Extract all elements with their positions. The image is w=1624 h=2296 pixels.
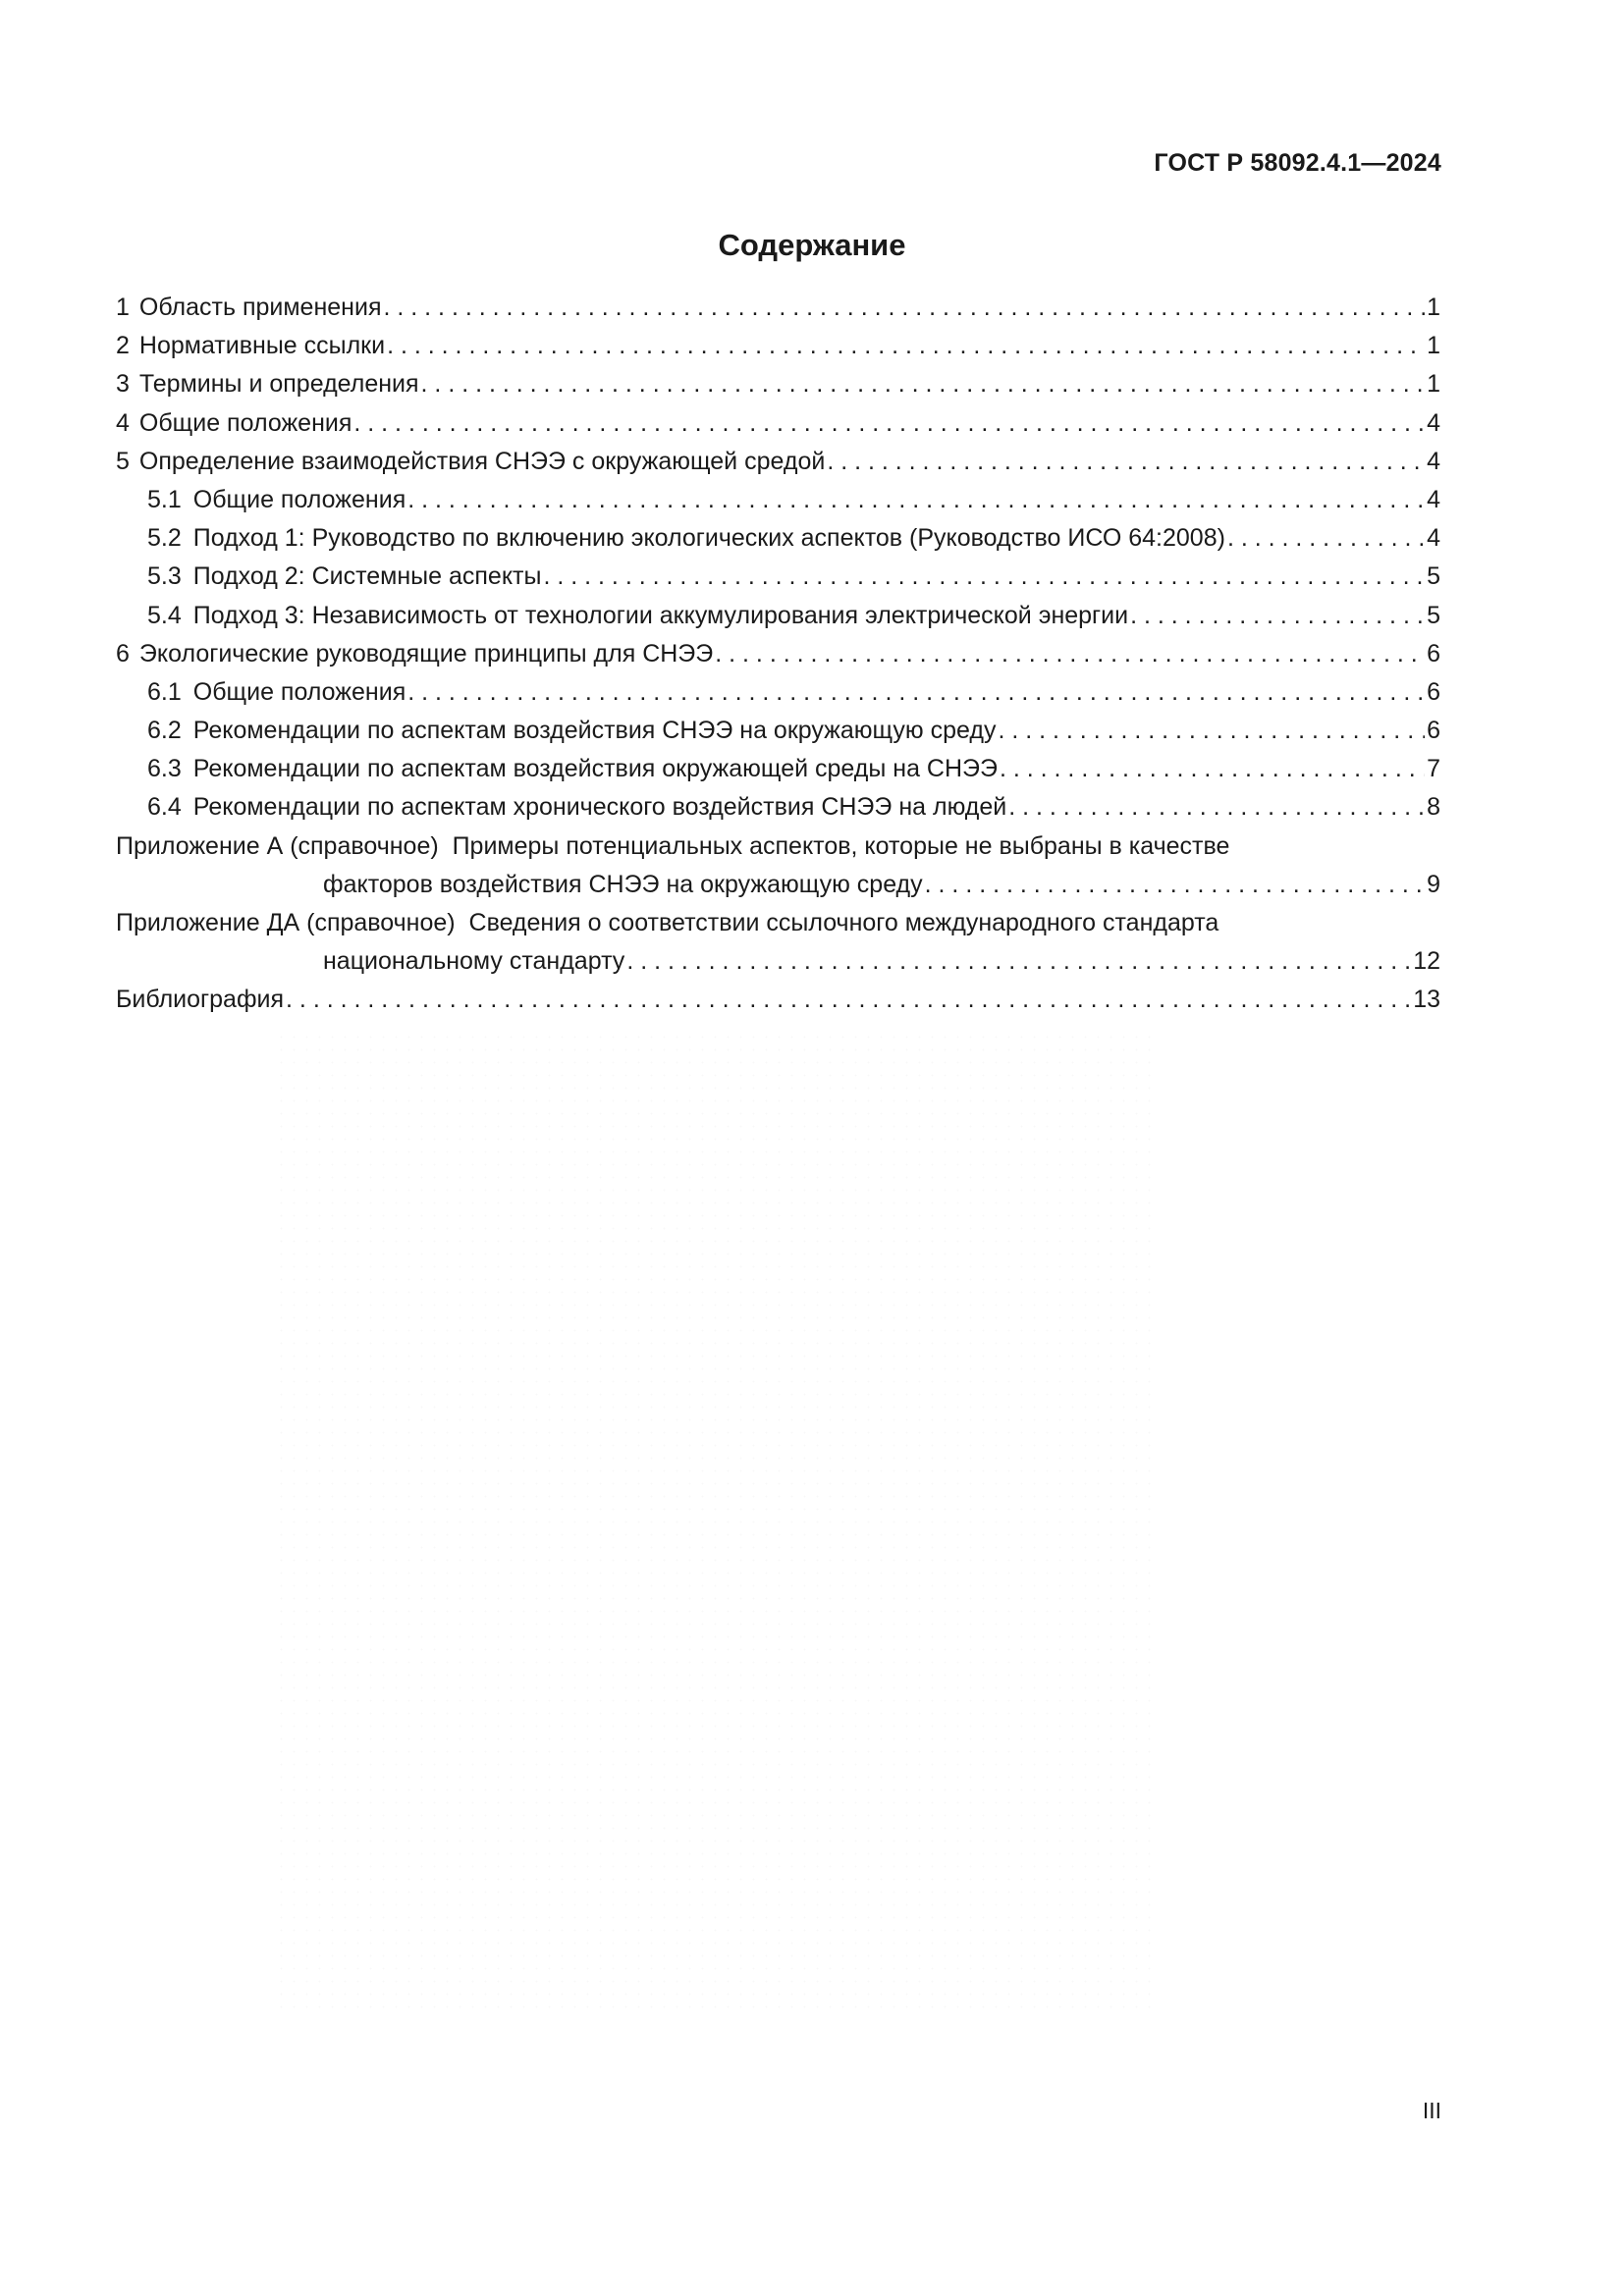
toc-entry-page: 1 bbox=[1427, 370, 1440, 399]
toc-entry-page: 9 bbox=[1427, 870, 1440, 898]
dot-leader bbox=[1130, 597, 1425, 635]
toc-entry-number: 6.1 bbox=[147, 677, 182, 706]
document-code: ГОСТ Р 58092.4.1—2024 bbox=[1154, 149, 1441, 177]
dot-leader bbox=[353, 404, 1425, 443]
toc-entry-number: 2 bbox=[116, 332, 130, 360]
toc-entry[interactable] bbox=[116, 289, 1440, 327]
toc-title: Содержание bbox=[718, 228, 906, 262]
page-number: III bbox=[1422, 2098, 1441, 2123]
dot-leader bbox=[383, 289, 1425, 327]
toc-entry-number: 6.3 bbox=[147, 755, 182, 783]
dot-leader bbox=[407, 481, 1425, 519]
toc-entry-label: национальному стандарту bbox=[323, 947, 625, 976]
dot-leader bbox=[1000, 750, 1425, 788]
toc-entry-number: 5.1 bbox=[147, 485, 182, 513]
dot-leader bbox=[543, 558, 1425, 596]
toc-entry-number: 5.3 bbox=[147, 562, 182, 591]
toc-entry-label: Нормативные ссылки bbox=[138, 332, 386, 360]
toc-entry-page: 8 bbox=[1427, 793, 1440, 822]
toc-bibliography[interactable] bbox=[116, 981, 1440, 1019]
toc-appendix-a-line2[interactable] bbox=[116, 866, 1440, 904]
toc-entry-label: Экологические руководящие принципы для СНЭЭ bbox=[138, 639, 714, 667]
toc-entry-number: 3 bbox=[116, 370, 130, 399]
toc-appendix-da-line2[interactable] bbox=[116, 942, 1440, 981]
toc-entry-number: 6 bbox=[116, 639, 130, 667]
toc-entry-label: Приложение ДА (справочное) Сведения о соответствии ссылочного международного стандарта bbox=[116, 909, 1219, 936]
toc-entry-label: Общие положения bbox=[192, 485, 406, 513]
toc-subentry[interactable] bbox=[116, 481, 1440, 519]
dot-leader bbox=[925, 866, 1425, 904]
dot-leader bbox=[1227, 519, 1425, 558]
toc-entry-label: Область применения bbox=[138, 294, 382, 321]
toc-entry[interactable] bbox=[116, 443, 1440, 481]
dot-leader bbox=[407, 673, 1425, 712]
toc-entry-page: 6 bbox=[1427, 717, 1440, 745]
toc-entry-label: Библиография bbox=[116, 986, 285, 1014]
toc-entry-page: 4 bbox=[1427, 447, 1440, 475]
toc-entry-label: Рекомендации по аспектам воздействия окружающей среды на СНЭЭ bbox=[192, 755, 998, 783]
toc-entry-page: 6 bbox=[1427, 639, 1440, 667]
toc-entry-label: Подход 3: Независимость от технологии аккумулирования электрической энергии bbox=[192, 601, 1129, 629]
toc-entry-label: факторов воздействия СНЭЭ на окружающую среду bbox=[323, 870, 923, 898]
toc-entry-label: Общие положения bbox=[138, 408, 352, 437]
dot-leader bbox=[715, 635, 1425, 673]
toc-entry-page: 5 bbox=[1427, 562, 1440, 591]
toc-appendix-a-line1[interactable] bbox=[116, 828, 1440, 866]
toc-entry-page: 1 bbox=[1427, 332, 1440, 360]
toc-subentry[interactable] bbox=[116, 597, 1440, 635]
toc-entry-label: Приложение А (справочное) Примеры потенциальных аспектов, которые не выбраны в качестве bbox=[116, 831, 1230, 860]
toc-entry-number: 6.4 bbox=[147, 793, 182, 822]
toc-entry-number: 1 bbox=[116, 294, 130, 321]
toc-entry-number: 6.2 bbox=[147, 717, 182, 745]
toc-entry-page: 4 bbox=[1427, 408, 1440, 437]
toc-entry-page: 7 bbox=[1427, 755, 1440, 783]
toc-entry-page: 4 bbox=[1427, 524, 1440, 553]
toc-entry-label: Подход 1: Руководство по включению экологических аспектов (Руководство ИСО 64:2008) bbox=[192, 524, 1225, 553]
toc-entry-label: Термины и определения bbox=[138, 370, 419, 399]
toc-entry[interactable] bbox=[116, 365, 1440, 403]
toc-entry-label: Рекомендации по аспектам хронического воздействия СНЭЭ на людей bbox=[192, 793, 1007, 822]
toc-entry-number: 5 bbox=[116, 447, 130, 475]
toc-entry-label: Общие положения bbox=[192, 677, 406, 706]
toc-entry[interactable] bbox=[116, 404, 1440, 443]
dot-leader bbox=[998, 712, 1425, 750]
toc-entry-page: 1 bbox=[1427, 294, 1440, 321]
toc-entry-label: Определение взаимодействия СНЭЭ с окружающей средой bbox=[138, 447, 826, 475]
scan-texture bbox=[275, 1031, 1159, 2012]
toc-entry-number: 5.2 bbox=[147, 524, 182, 553]
toc-entry-page: 4 bbox=[1427, 485, 1440, 513]
toc-entry[interactable] bbox=[116, 635, 1440, 673]
dot-leader bbox=[421, 365, 1426, 403]
table-of-contents bbox=[116, 289, 1440, 1020]
toc-entry-page: 6 bbox=[1427, 677, 1440, 706]
dot-leader bbox=[286, 981, 1411, 1019]
toc-entry-label: Подход 2: Системные аспекты bbox=[192, 562, 542, 591]
dot-leader bbox=[387, 327, 1425, 365]
dot-leader bbox=[1008, 788, 1425, 827]
toc-subentry[interactable] bbox=[116, 788, 1440, 827]
toc-subentry[interactable] bbox=[116, 750, 1440, 788]
toc-appendix-da-line1[interactable] bbox=[116, 904, 1440, 942]
dot-leader bbox=[626, 942, 1411, 981]
toc-entry-number: 5.4 bbox=[147, 601, 182, 629]
dot-leader bbox=[827, 443, 1425, 481]
toc-subentry[interactable] bbox=[116, 712, 1440, 750]
toc-entry-page: 5 bbox=[1427, 601, 1440, 629]
toc-entry-number: 4 bbox=[116, 408, 130, 437]
toc-entry-page: 13 bbox=[1413, 986, 1440, 1014]
toc-entry[interactable] bbox=[116, 327, 1440, 365]
toc-entry-label: Рекомендации по аспектам воздействия СНЭЭ на окружающую среду bbox=[192, 717, 997, 745]
toc-entry-page: 12 bbox=[1413, 947, 1440, 976]
toc-subentry[interactable] bbox=[116, 673, 1440, 712]
toc-subentry[interactable] bbox=[116, 519, 1440, 558]
toc-subentry[interactable] bbox=[116, 558, 1440, 596]
